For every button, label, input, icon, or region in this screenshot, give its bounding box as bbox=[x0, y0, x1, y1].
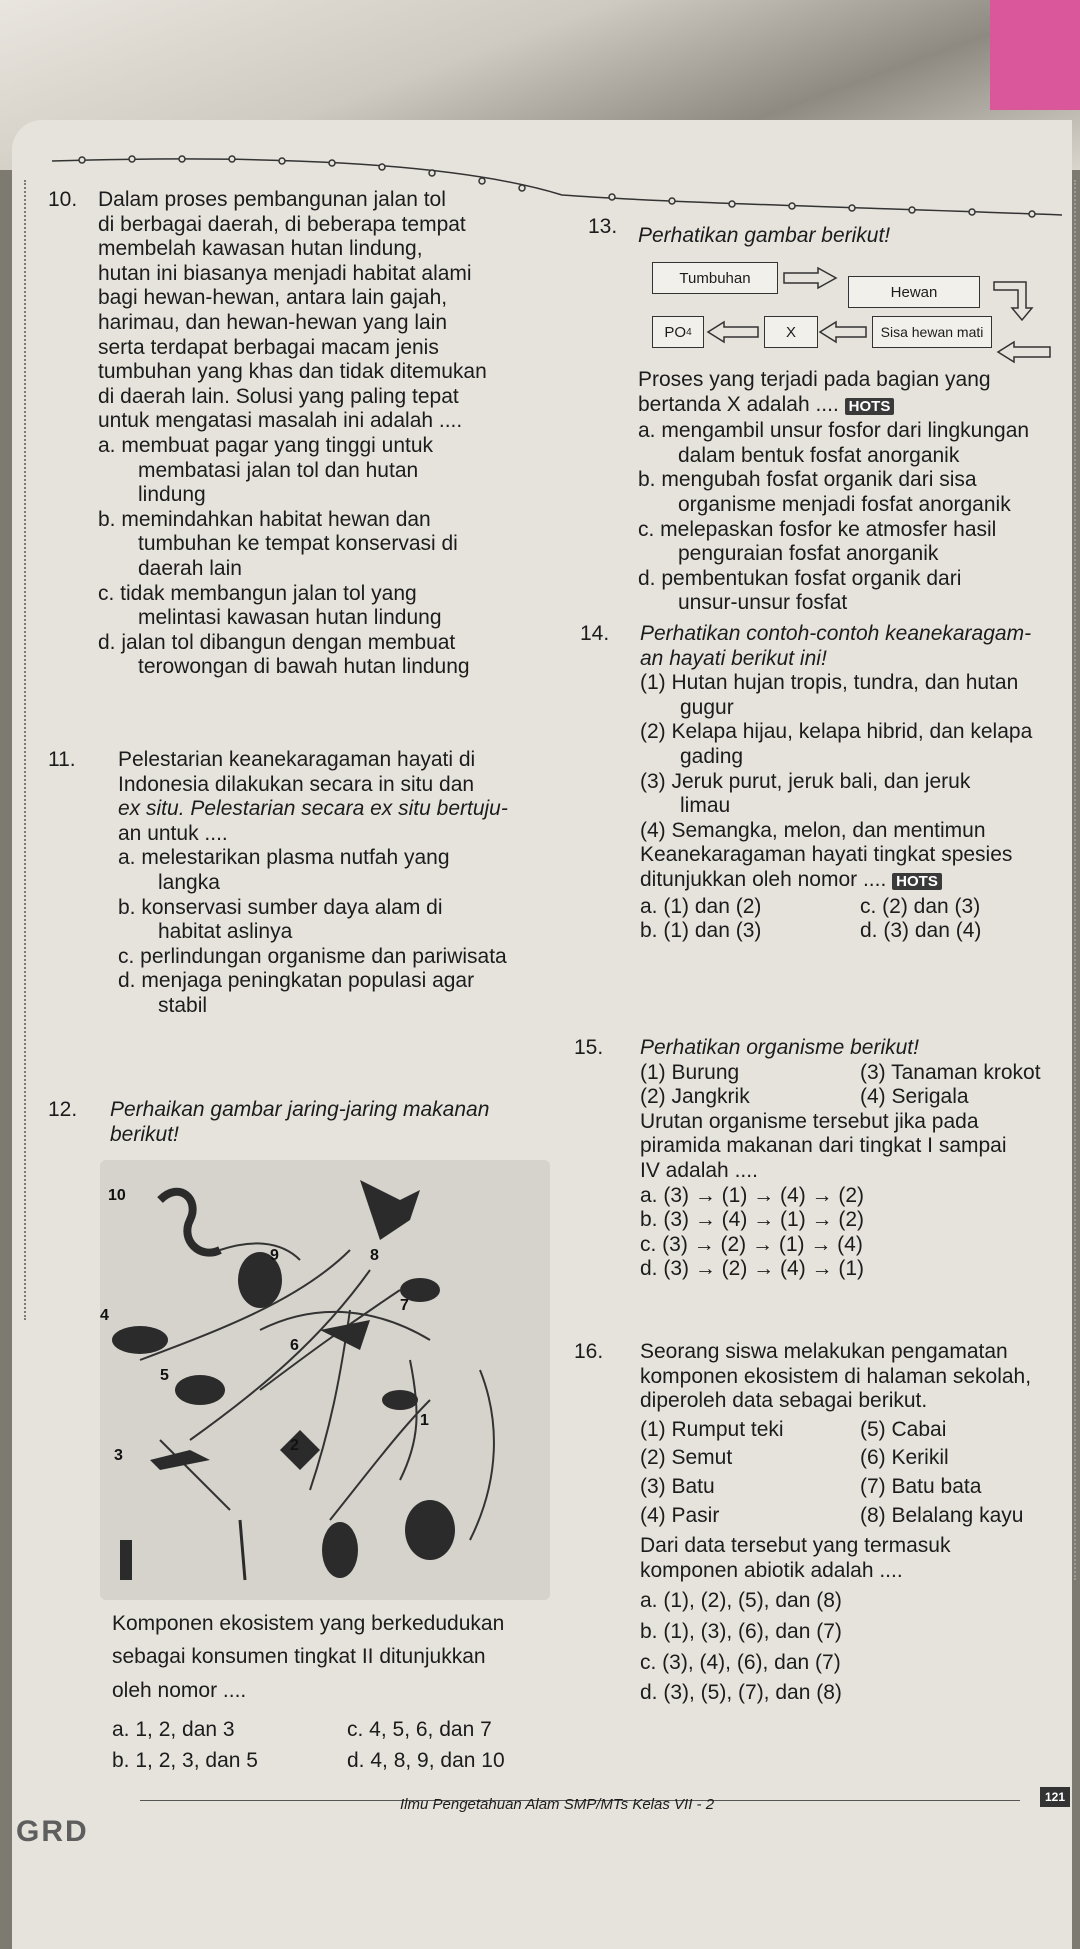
q12-after-line: oleh nomor .... bbox=[112, 1679, 247, 1703]
q10-stem-line: di berbagai daerah, di beberapa tempat bbox=[98, 212, 466, 236]
q10-stem-line: membelah kawasan hutan lindung, bbox=[98, 237, 423, 261]
snake-icon bbox=[160, 1192, 220, 1253]
q10-option-a[interactable] bbox=[98, 434, 598, 508]
q13-question-line: bertanda X adalah .... bbox=[638, 392, 839, 416]
web-label: 9 bbox=[270, 1247, 279, 1264]
q14-stem-line: Perhatikan contoh-contoh keanekaragam- bbox=[640, 622, 1032, 645]
option-line: b. mengubah fosfat organik dari sisa bbox=[638, 468, 977, 492]
q14-item: gugur bbox=[680, 695, 734, 719]
q15-item: (4) Serigala bbox=[860, 1085, 969, 1109]
q15-item: (1) Burung bbox=[640, 1060, 740, 1084]
q14-option-b[interactable]: b. (1) dan (3) bbox=[640, 919, 762, 943]
q14-item: gading bbox=[680, 744, 744, 768]
eagle-icon bbox=[360, 1180, 420, 1240]
q10-option-b[interactable] bbox=[98, 508, 598, 582]
footer-text: Ilmu Pengetahuan Alam SMP/MTs Kelas VII - 2 bbox=[400, 1796, 715, 1813]
q11-number: 11. bbox=[48, 748, 76, 771]
page-number: 121 bbox=[1040, 1787, 1070, 1807]
q14-item: (1) Hutan hujan tropis, tundra, dan hutan bbox=[640, 671, 1019, 695]
option-line: terowongan di bawah hutan lindung bbox=[138, 655, 470, 679]
q12-number: 12. bbox=[48, 1098, 78, 1121]
q13-option-b[interactable] bbox=[638, 468, 1068, 517]
q13-block bbox=[638, 368, 1068, 616]
q10-stem-line: Dalam proses pembangunan jalan tol bbox=[98, 188, 446, 211]
q13-stem: Perhatikan gambar berikut! bbox=[638, 224, 891, 247]
web-label: 2 bbox=[290, 1437, 299, 1454]
option-line: organisme menjadi fosfat anorganik bbox=[678, 492, 1011, 516]
box-tumbuhan: Tumbuhan bbox=[652, 262, 778, 294]
q15-option-a[interactable]: a. (3) → (1) → (4) → (2) bbox=[640, 1183, 865, 1207]
arrow-down-turn-icon bbox=[990, 276, 1040, 326]
web-label: 3 bbox=[114, 1447, 123, 1464]
web-label: 10 bbox=[108, 1187, 126, 1204]
web-label: 7 bbox=[400, 1297, 409, 1314]
q15-item: (2) Jangkrik bbox=[640, 1085, 750, 1109]
option-line: tumbuhan ke tempat konservasi di bbox=[138, 532, 458, 556]
option-line: d. pembentukan fosfat organik dari bbox=[638, 566, 962, 590]
q13-option-c[interactable] bbox=[638, 518, 1068, 567]
q13-option-a[interactable] bbox=[638, 419, 1068, 468]
q15-question-line: IV adalah .... bbox=[640, 1158, 758, 1182]
box-po4 bbox=[652, 316, 704, 348]
q16-item: (4) Pasir bbox=[640, 1503, 720, 1527]
box-hewan: Hewan bbox=[848, 276, 980, 308]
po4-subscript: 4 bbox=[686, 326, 692, 338]
q11-option-d[interactable] bbox=[118, 969, 598, 1018]
hots-badge: HOTS bbox=[845, 398, 895, 415]
q13-option-d[interactable] bbox=[638, 567, 1068, 616]
rat-icon bbox=[112, 1326, 168, 1354]
q14-option-d[interactable]: d. (3) dan (4) bbox=[860, 919, 982, 943]
q16-item: (8) Belalang kayu bbox=[860, 1503, 1024, 1527]
corn-plant-icon bbox=[120, 1540, 132, 1580]
q12-options bbox=[112, 1718, 572, 1773]
grasshopper-icon bbox=[150, 1450, 210, 1470]
q15-item: (3) Tanaman krokot bbox=[860, 1060, 1041, 1084]
food-web-arrow bbox=[160, 1440, 230, 1510]
plant-icon bbox=[322, 1522, 358, 1578]
q11-stem-line: ex situ. Pelestarian secara ex situ bertuju- bbox=[118, 797, 508, 821]
option-line: melintasi kawasan hutan lindung bbox=[138, 606, 442, 630]
q12-option-a[interactable]: a. 1, 2, dan 3 bbox=[112, 1718, 235, 1741]
q10-stem-line: bagi hewan-hewan, antara lain gajah, bbox=[98, 286, 448, 310]
food-web-image bbox=[100, 1160, 550, 1600]
option-line: penguraian fosfat anorganik bbox=[678, 542, 939, 566]
q11-option-a[interactable] bbox=[118, 846, 598, 895]
option-line: a. mengambil unsur fosfor dari lingkungan bbox=[638, 419, 1030, 443]
arrow-left-icon bbox=[706, 320, 762, 344]
option-line: habitat aslinya bbox=[158, 920, 293, 944]
option-line: dalam bentuk fosfat anorganik bbox=[678, 443, 960, 467]
q16-number: 16. bbox=[574, 1340, 604, 1363]
q16-option-d[interactable]: d. (3), (5), (7), dan (8) bbox=[640, 1681, 842, 1705]
q11-stem-line: Indonesia dilakukan secara in situ dan bbox=[118, 772, 475, 796]
option-line: c. tidak membangun jalan tol yang bbox=[98, 581, 417, 605]
option-line: b. memindahkan habitat hewan dan bbox=[98, 507, 431, 531]
option-line: unsur-unsur fosfat bbox=[678, 591, 848, 615]
q12-stem-line: berikut! bbox=[110, 1122, 179, 1146]
q14-number: 14. bbox=[580, 622, 610, 645]
q14-item: (2) Kelapa hijau, kelapa hibrid, dan kelapa bbox=[640, 720, 1033, 744]
q14-stem-line: an hayati berikut ini! bbox=[640, 646, 827, 670]
option-line: a. melestarikan plasma nutfah yang bbox=[118, 846, 450, 870]
arrow-left-icon bbox=[994, 340, 1054, 364]
q10-number: 10. bbox=[48, 188, 78, 211]
q12-option-b[interactable]: b. 1, 2, 3, dan 5 bbox=[112, 1748, 258, 1772]
q16-item: (1) Rumput teki bbox=[640, 1417, 784, 1441]
frog-icon bbox=[175, 1375, 225, 1405]
option-line: c. perlindungan organisme dan pariwisata bbox=[118, 944, 507, 968]
q15-option-b[interactable]: b. (3) → (4) → (1) → (2) bbox=[640, 1208, 865, 1232]
q11-stem-line: Pelestarian keanekaragaman hayati di bbox=[118, 748, 476, 771]
q10-option-c[interactable] bbox=[98, 582, 598, 631]
option-line: membatasi jalan tol dan hutan bbox=[138, 458, 419, 482]
food-web-arrow bbox=[400, 1360, 417, 1480]
q16-question-line: komponen abiotik adalah .... bbox=[640, 1558, 903, 1582]
ladybug-icon bbox=[382, 1390, 418, 1410]
web-label: 6 bbox=[290, 1337, 299, 1354]
q16-item: (6) Kerikil bbox=[860, 1446, 949, 1470]
food-web-arrow bbox=[470, 1370, 494, 1540]
q16-option-a[interactable]: a. (1), (2), (5), dan (8) bbox=[640, 1589, 842, 1613]
q16-item: (5) Cabai bbox=[860, 1417, 947, 1441]
q10-stem-line: tumbuhan yang khas dan tidak ditemukan bbox=[98, 360, 487, 384]
q13-number: 13. bbox=[588, 215, 618, 238]
q14-item: limau bbox=[680, 794, 731, 818]
q12-stem-line: Perhaikan gambar jaring-jaring makanan bbox=[110, 1098, 490, 1121]
option-line: daerah lain bbox=[138, 556, 242, 580]
q10-stem-line: harimau, dan hewan-hewan yang lain bbox=[98, 310, 448, 334]
q11-stem-line: an untuk .... bbox=[118, 821, 228, 845]
q15-question-line: piramida makanan dari tingkat I sampai bbox=[640, 1134, 1007, 1158]
q15-stem: Perhatikan organisme berikut! bbox=[640, 1036, 919, 1059]
q12-after-line: Komponen ekosistem yang berkedudukan bbox=[112, 1612, 505, 1635]
box-x: X bbox=[764, 316, 818, 348]
q10-block bbox=[98, 188, 598, 680]
food-web-drawing bbox=[100, 1160, 550, 1600]
q15-option-d[interactable]: d. (3) → (2) → (4) → (1) bbox=[640, 1257, 865, 1281]
q16-stem-line: diperoleh data sebagai berikut. bbox=[640, 1389, 928, 1413]
q16-item: (3) Batu bbox=[640, 1474, 715, 1498]
q11-option-c[interactable] bbox=[118, 945, 598, 970]
q15-number: 15. bbox=[574, 1036, 604, 1059]
mushroom-icon bbox=[405, 1500, 455, 1560]
q10-stem-line: di daerah lain. Solusi yang paling tepat bbox=[98, 384, 459, 408]
butterfly-icon bbox=[280, 1430, 320, 1470]
option-line: c. melepaskan fosfor ke atmosfer hasil bbox=[638, 517, 997, 541]
q10-stem-line: untuk mengatasi masalah ini adalah .... bbox=[98, 409, 463, 433]
q11-block bbox=[118, 748, 598, 1019]
option-line: lindung bbox=[138, 483, 206, 507]
q12-option-c[interactable]: c. 4, 5, 6, dan 7 bbox=[347, 1718, 492, 1741]
q10-stem-line: hutan ini biasanya menjadi habitat alami bbox=[98, 261, 472, 285]
po4-label: PO bbox=[664, 323, 687, 341]
web-label: 4 bbox=[100, 1307, 109, 1324]
q14-block bbox=[640, 622, 1070, 944]
option-line: d. jalan tol dibangun dengan membuat bbox=[98, 630, 456, 654]
q15-option-c[interactable]: c. (3) → (2) → (1) → (4) bbox=[640, 1232, 863, 1256]
arrow-right-icon bbox=[780, 266, 840, 290]
left-dotted-border bbox=[24, 180, 34, 1320]
q16-item: (7) Batu bata bbox=[860, 1474, 982, 1498]
flower-plant-icon bbox=[240, 1520, 245, 1580]
q12-option-d[interactable]: d. 4, 8, 9, dan 10 bbox=[347, 1748, 505, 1772]
box-sisa-hewan-mati: Sisa hewan mati bbox=[872, 316, 992, 348]
hots-badge: HOTS bbox=[892, 873, 942, 890]
arrow-left-icon bbox=[818, 320, 870, 344]
background-pink-object bbox=[990, 0, 1080, 110]
q14-item: (3) Jeruk purut, jeruk bali, dan jeruk bbox=[640, 769, 971, 793]
q12-stem bbox=[110, 1098, 590, 1147]
brand-watermark: GRD bbox=[16, 1815, 89, 1848]
q16-option-b[interactable]: b. (1), (3), (6), dan (7) bbox=[640, 1619, 842, 1643]
option-line: d. menjaga peningkatan populasi agar bbox=[118, 969, 475, 993]
option-line: b. konservasi sumber daya alam di bbox=[118, 895, 443, 919]
option-line: stabil bbox=[158, 993, 208, 1017]
q16-item: (2) Semut bbox=[640, 1446, 733, 1470]
q13-question-line: Proses yang terjadi pada bagian yang bbox=[638, 368, 991, 391]
web-label: 5 bbox=[160, 1367, 169, 1384]
q16-option-c[interactable]: c. (3), (4), (6), dan (7) bbox=[640, 1650, 841, 1674]
option-line: langka bbox=[158, 870, 220, 894]
food-web-arrow bbox=[260, 1290, 400, 1390]
q12-after-line: sebagai konsumen tingkat II ditunjukkan bbox=[112, 1644, 486, 1668]
q16-stem-line: Seorang siswa melakukan pengamatan bbox=[640, 1340, 1008, 1363]
q14-option-a[interactable]: a. (1) dan (2) bbox=[640, 894, 762, 918]
q16-question-line: Dari data tersebut yang termasuk bbox=[640, 1534, 951, 1558]
q14-question-line: ditunjukkan oleh nomor .... bbox=[640, 867, 887, 891]
q12-question bbox=[112, 1612, 592, 1704]
q15-block bbox=[640, 1036, 1070, 1282]
q14-item: (4) Semangka, melon, dan mentimun bbox=[640, 818, 986, 842]
q16-block bbox=[640, 1340, 1070, 1706]
q10-option-d[interactable] bbox=[98, 631, 598, 680]
q11-option-b[interactable] bbox=[118, 896, 598, 945]
q14-question-line: Keanekaragaman hayati tingkat spesies bbox=[640, 843, 1013, 867]
q14-option-c[interactable]: c. (2) dan (3) bbox=[860, 894, 981, 918]
q10-stem-line: serta terdapat berbagai macam jenis bbox=[98, 335, 439, 359]
q16-stem-line: komponen ekosistem di halaman sekolah, bbox=[640, 1364, 1032, 1388]
option-line: a. membuat pagar yang tinggi untuk bbox=[98, 433, 434, 457]
food-web-arrow bbox=[330, 1400, 430, 1520]
web-label: 1 bbox=[420, 1412, 429, 1429]
web-label: 8 bbox=[370, 1247, 379, 1264]
q15-question-line: Urutan organisme tersebut jika pada bbox=[640, 1109, 979, 1133]
